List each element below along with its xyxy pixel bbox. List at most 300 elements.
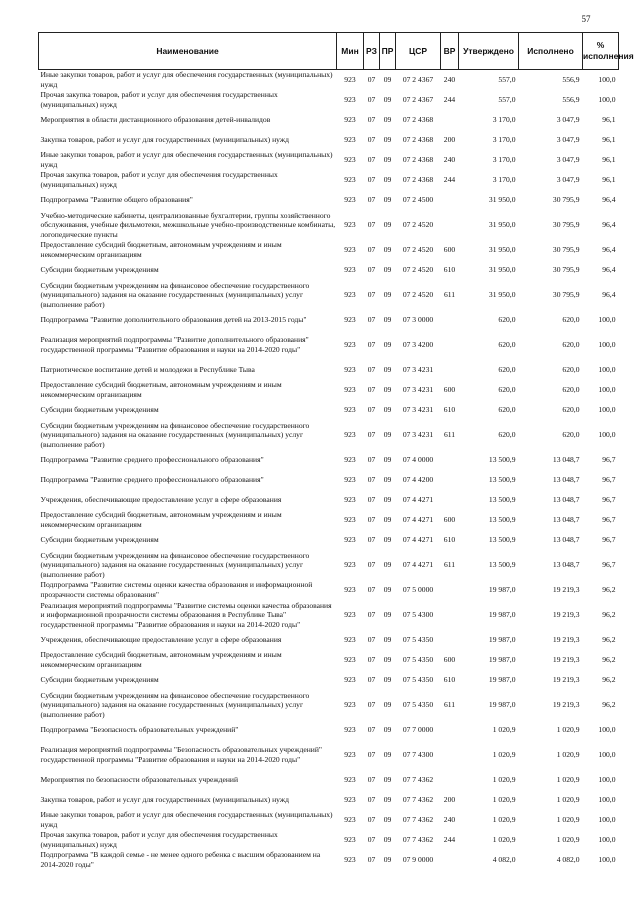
row-approved: 3 170,0	[492, 135, 516, 145]
row-csr: 07 2 4367	[402, 75, 434, 85]
row-rz: 07	[367, 220, 376, 230]
row-percent: 100,0	[598, 725, 616, 735]
table-row	[39, 470, 619, 490]
row-rz: 07	[367, 155, 376, 165]
row-percent: 100,0	[598, 315, 616, 325]
row-csr: 07 5 4350	[402, 635, 434, 645]
row-approved: 31 950,0	[488, 265, 516, 275]
row-percent: 100,0	[598, 815, 616, 825]
row-name: Прочая закупка товаров, работ и услуг для обеспечения государственных (муниципальных) нужд	[40, 830, 278, 849]
row-name: Субсидии бюджетным учреждениям на финансовое обеспечение государственного (муниципального) задания на оказание государственных (муниципальных) услуг (выполнение работ)	[40, 420, 310, 449]
row-vr	[441, 580, 459, 600]
row-name: Субсидии бюджетным учреждениям	[40, 535, 159, 545]
row-rz: 07	[367, 315, 376, 325]
row-min: 923	[344, 290, 356, 300]
row-approved: 31 950,0	[488, 195, 516, 205]
row-approved: 3 170,0	[492, 155, 516, 165]
row-name: Реализация мероприятий подпрограммы "Развитие системы оценки качества образования и информационной прозрачности системы образования в Республике Тыва" государственной программы "Развитие образования и науки на 2014-2020 годы"	[40, 600, 332, 629]
row-vr: 600	[443, 385, 456, 395]
row-name: Учреждения, обеспечивающие предоставление услуг в сфере образования	[40, 495, 282, 505]
row-approved: 31 950,0	[488, 290, 516, 300]
row-vr	[441, 720, 459, 740]
row-min: 923	[344, 655, 356, 665]
row-executed: 19 219,3	[552, 635, 580, 645]
row-pr: 09	[383, 775, 392, 785]
table-row	[39, 720, 619, 740]
row-csr: 07 4 0000	[402, 455, 434, 465]
row-csr: 07 4 4271	[402, 560, 434, 570]
row-percent: 96,2	[602, 610, 616, 620]
table-row	[39, 420, 619, 450]
row-csr: 07 3 4231	[402, 385, 434, 395]
row-percent: 96,1	[602, 155, 616, 165]
row-min: 923	[344, 835, 356, 845]
table-row	[39, 490, 619, 510]
row-rz: 07	[367, 290, 376, 300]
row-csr: 07 2 4368	[402, 135, 434, 145]
row-name: Мероприятия в области дистанционного образования детей-инвалидов	[40, 115, 271, 125]
row-approved: 620,0	[498, 405, 516, 415]
row-approved: 13 500,9	[488, 495, 516, 505]
table-row	[39, 190, 619, 210]
row-name: Прочая закупка товаров, работ и услуг для обеспечения государственных (муниципальных) нужд	[40, 90, 278, 109]
table-row	[39, 110, 619, 130]
row-percent: 100,0	[598, 405, 616, 415]
row-vr	[441, 330, 459, 360]
row-csr: 07 2 4520	[402, 245, 434, 255]
row-min: 923	[344, 220, 356, 230]
row-rz: 07	[367, 430, 376, 440]
row-vr: 600	[443, 245, 456, 255]
row-name: Подпрограмма "Развитие общего образования"	[40, 195, 193, 205]
row-percent: 96,2	[602, 585, 616, 595]
row-executed: 620,0	[562, 315, 580, 325]
row-vr: 610	[443, 675, 456, 685]
row-rz: 07	[367, 195, 376, 205]
row-csr: 07 7 0000	[402, 725, 434, 735]
row-executed: 13 048,7	[552, 475, 580, 485]
row-approved: 19 987,0	[488, 655, 516, 665]
row-name: Субсидии бюджетным учреждениям на финансовое обеспечение государственного (муниципального) задания на оказание государственных (муниципальных) услуг (выполнение работ)	[40, 280, 310, 309]
row-vr: 611	[443, 290, 456, 300]
row-executed: 13 048,7	[552, 495, 580, 505]
col-header-pr: ПР	[380, 33, 396, 70]
row-executed: 19 219,3	[552, 675, 580, 685]
row-pr: 09	[383, 195, 392, 205]
row-executed: 556,9	[562, 75, 580, 85]
row-approved: 1 020,9	[492, 795, 516, 805]
row-csr: 07 4 4200	[402, 475, 434, 485]
row-min: 923	[344, 700, 356, 710]
row-name: Подпрограмма "Развитие среднего профессионального образования"	[40, 455, 264, 465]
table-row	[39, 630, 619, 650]
row-executed: 13 048,7	[552, 455, 580, 465]
table-row	[39, 170, 619, 190]
table-row	[39, 330, 619, 360]
table-body	[39, 70, 619, 871]
row-pr: 09	[383, 290, 392, 300]
row-name: Предоставление субсидий бюджетным, автономным учреждениям и иным некоммерческим организациям	[40, 650, 282, 669]
row-vr	[441, 190, 459, 210]
row-percent: 100,0	[598, 365, 616, 375]
row-executed: 620,0	[562, 430, 580, 440]
table-row	[39, 450, 619, 470]
row-csr: 07 3 4231	[402, 430, 434, 440]
row-executed: 620,0	[562, 340, 580, 350]
row-rz: 07	[367, 795, 376, 805]
row-vr	[441, 850, 459, 870]
row-executed: 620,0	[562, 405, 580, 415]
row-min: 923	[344, 535, 356, 545]
row-vr	[441, 210, 459, 240]
row-approved: 557,0	[498, 95, 516, 105]
row-pr: 09	[383, 155, 392, 165]
row-name: Субсидии бюджетным учреждениям на финансовое обеспечение государственного (муниципального) задания на оказание государственных (муниципальных) услуг (выполнение работ)	[40, 550, 310, 579]
row-percent: 96,1	[602, 175, 616, 185]
row-executed: 1 020,9	[556, 775, 580, 785]
row-approved: 31 950,0	[488, 220, 516, 230]
table-row	[39, 280, 619, 310]
row-rz: 07	[367, 635, 376, 645]
row-csr: 07 3 4231	[402, 365, 434, 375]
row-rz: 07	[367, 535, 376, 545]
row-approved: 1 020,9	[492, 775, 516, 785]
row-min: 923	[344, 155, 356, 165]
row-vr: 244	[443, 835, 456, 845]
row-csr: 07 5 4350	[402, 655, 434, 665]
row-name: Предоставление субсидий бюджетным, автономным учреждениям и иным некоммерческим организациям	[40, 510, 282, 529]
row-executed: 1 020,9	[556, 815, 580, 825]
row-name: Закупка товаров, работ и услуг для государственных (муниципальных) нужд	[40, 795, 289, 805]
row-rz: 07	[367, 775, 376, 785]
row-executed: 4 082,0	[556, 855, 580, 865]
row-name: Реализация мероприятий подпрограммы "Безопасность образовательных учреждений" государственной программы "Развитие образования и науки на 2014-2020 годы"	[40, 745, 323, 764]
row-approved: 19 987,0	[488, 585, 516, 595]
row-vr: 200	[443, 795, 456, 805]
col-header-approved: Утверждено	[459, 33, 519, 70]
row-vr	[441, 490, 459, 510]
row-executed: 3 047,9	[556, 175, 580, 185]
row-approved: 13 500,9	[488, 475, 516, 485]
row-vr	[441, 450, 459, 470]
table-row	[39, 650, 619, 670]
row-name: Реализация мероприятий подпрограммы "Развитие дополнительного образования" государственной программы "Развитие образования и науки на 2014-2020 годы"	[40, 335, 309, 354]
table-header-row	[39, 33, 619, 70]
row-csr: 07 7 4362	[402, 795, 434, 805]
row-csr: 07 2 4520	[402, 265, 434, 275]
row-name: Подпрограмма "В каждой семье - не менее одного ребенка с высшим образованием на 2014-2020 годы"	[40, 850, 321, 869]
row-executed: 3 047,9	[556, 115, 580, 125]
row-vr	[441, 770, 459, 790]
row-min: 923	[344, 455, 356, 465]
row-executed: 620,0	[562, 365, 580, 375]
table-row	[39, 90, 619, 110]
row-vr: 611	[443, 700, 456, 710]
row-name: Иные закупки товаров, работ и услуг для обеспечения государственных (муниципальных) нужд	[40, 70, 333, 89]
table-row	[39, 600, 619, 630]
row-csr: 07 2 4367	[402, 95, 434, 105]
row-name: Предоставление субсидий бюджетным, автономным учреждениям и иным некоммерческим организациям	[40, 240, 282, 259]
row-percent: 100,0	[598, 795, 616, 805]
table-row	[39, 690, 619, 720]
row-pr: 09	[383, 495, 392, 505]
row-percent: 96,1	[602, 135, 616, 145]
row-min: 923	[344, 75, 356, 85]
row-approved: 19 987,0	[488, 610, 516, 620]
row-min: 923	[344, 135, 356, 145]
row-min: 923	[344, 405, 356, 415]
row-csr: 07 2 4368	[402, 155, 434, 165]
row-rz: 07	[367, 675, 376, 685]
row-min: 923	[344, 560, 356, 570]
row-csr: 07 9 0000	[402, 855, 434, 865]
row-vr: 240	[443, 815, 456, 825]
row-approved: 31 950,0	[488, 245, 516, 255]
row-percent: 100,0	[598, 835, 616, 845]
row-name: Подпрограмма "Развитие среднего профессионального образования"	[40, 475, 264, 485]
row-pr: 09	[383, 455, 392, 465]
row-executed: 13 048,7	[552, 560, 580, 570]
row-min: 923	[344, 750, 356, 760]
row-pr: 09	[383, 675, 392, 685]
col-header-percent: % исполнения	[583, 33, 619, 70]
row-pr: 09	[383, 515, 392, 525]
row-csr: 07 7 4362	[402, 815, 434, 825]
row-approved: 620,0	[498, 365, 516, 375]
row-pr: 09	[383, 245, 392, 255]
row-min: 923	[344, 245, 356, 255]
table-row	[39, 810, 619, 830]
row-approved: 19 987,0	[488, 675, 516, 685]
row-min: 923	[344, 475, 356, 485]
row-rz: 07	[367, 750, 376, 760]
row-vr: 611	[443, 430, 456, 440]
row-vr: 240	[443, 75, 456, 85]
row-min: 923	[344, 265, 356, 275]
table-row	[39, 150, 619, 170]
row-name: Подпрограмма "Безопасность образовательных учреждений"	[40, 725, 239, 735]
row-name: Субсидии бюджетным учреждениям	[40, 675, 159, 685]
col-header-min: Мин	[337, 33, 364, 70]
row-min: 923	[344, 340, 356, 350]
table-row	[39, 130, 619, 150]
row-rz: 07	[367, 455, 376, 465]
table-row	[39, 550, 619, 580]
row-rz: 07	[367, 610, 376, 620]
row-rz: 07	[367, 815, 376, 825]
col-header-executed: Исполнено	[519, 33, 583, 70]
table-row	[39, 670, 619, 690]
row-pr: 09	[383, 855, 392, 865]
table-row	[39, 210, 619, 240]
table-row	[39, 70, 619, 91]
row-csr: 07 5 4350	[402, 675, 434, 685]
row-min: 923	[344, 635, 356, 645]
table-row	[39, 360, 619, 380]
table-row	[39, 380, 619, 400]
row-name: Предоставление субсидий бюджетным, автономным учреждениям и иным некоммерческим организациям	[40, 380, 282, 399]
row-name: Закупка товаров, работ и услуг для государственных (муниципальных) нужд	[40, 135, 289, 145]
row-min: 923	[344, 515, 356, 525]
row-name: Учебно-методические кабинеты, централизованные бухгалтерии, группы хозяйственного обслуживания, учебные фильмотеки, межшкольные учебно-производственные комбинаты, логопедические пункты	[40, 210, 336, 239]
row-percent: 100,0	[598, 750, 616, 760]
row-vr: 611	[443, 560, 456, 570]
row-vr	[441, 470, 459, 490]
row-percent: 96,7	[602, 515, 616, 525]
row-name: Субсидии бюджетным учреждениям	[40, 405, 159, 415]
row-vr: 200	[443, 135, 456, 145]
row-pr: 09	[383, 220, 392, 230]
row-name: Субсидии бюджетным учреждениям	[40, 265, 159, 275]
row-rz: 07	[367, 560, 376, 570]
row-pr: 09	[383, 75, 392, 85]
row-percent: 100,0	[598, 430, 616, 440]
row-approved: 1 020,9	[492, 815, 516, 825]
row-percent: 96,7	[602, 560, 616, 570]
row-approved: 13 500,9	[488, 560, 516, 570]
row-min: 923	[344, 855, 356, 865]
row-csr: 07 3 0000	[402, 315, 434, 325]
row-min: 923	[344, 315, 356, 325]
row-executed: 19 219,3	[552, 610, 580, 620]
row-vr: 610	[443, 405, 456, 415]
row-pr: 09	[383, 795, 392, 805]
row-min: 923	[344, 610, 356, 620]
row-vr: 610	[443, 265, 456, 275]
row-rz: 07	[367, 700, 376, 710]
row-min: 923	[344, 195, 356, 205]
row-executed: 19 219,3	[552, 655, 580, 665]
row-percent: 96,7	[602, 455, 616, 465]
row-csr: 07 3 4200	[402, 340, 434, 350]
row-percent: 100,0	[598, 340, 616, 350]
row-approved: 19 987,0	[488, 700, 516, 710]
table-row	[39, 510, 619, 530]
row-pr: 09	[383, 835, 392, 845]
row-executed: 620,0	[562, 385, 580, 395]
row-pr: 09	[383, 475, 392, 485]
row-name: Прочая закупка товаров, работ и услуг для обеспечения государственных (муниципальных) нужд	[40, 170, 278, 189]
row-percent: 96,4	[602, 220, 616, 230]
row-approved: 3 170,0	[492, 115, 516, 125]
row-rz: 07	[367, 95, 376, 105]
row-csr: 07 7 4300	[402, 750, 434, 760]
row-pr: 09	[383, 175, 392, 185]
col-header-name: Наименование	[39, 33, 337, 70]
row-csr: 07 7 4362	[402, 835, 434, 845]
row-percent: 96,4	[602, 265, 616, 275]
row-min: 923	[344, 585, 356, 595]
row-approved: 620,0	[498, 340, 516, 350]
row-csr: 07 2 4368	[402, 175, 434, 185]
row-approved: 19 987,0	[488, 635, 516, 645]
table-row	[39, 580, 619, 600]
row-approved: 620,0	[498, 385, 516, 395]
row-name: Патриотическое воспитание детей и молодежи в Республике Тыва	[40, 365, 255, 375]
row-approved: 13 500,9	[488, 535, 516, 545]
col-header-rz: РЗ	[364, 33, 380, 70]
table-row	[39, 850, 619, 870]
row-pr: 09	[383, 655, 392, 665]
row-percent: 96,7	[602, 535, 616, 545]
row-rz: 07	[367, 385, 376, 395]
row-pr: 09	[383, 585, 392, 595]
row-vr	[441, 630, 459, 650]
row-name: Подпрограмма "Развитие системы оценки качества образования и информационной прозрачности системы образования"	[40, 580, 313, 599]
row-executed: 3 047,9	[556, 155, 580, 165]
row-vr: 610	[443, 535, 456, 545]
row-rz: 07	[367, 495, 376, 505]
row-name: Иные закупки товаров, работ и услуг для обеспечения государственных (муниципальных) нужд	[40, 150, 333, 169]
row-percent: 96,4	[602, 245, 616, 255]
row-approved: 13 500,9	[488, 455, 516, 465]
row-approved: 1 020,9	[492, 835, 516, 845]
row-pr: 09	[383, 635, 392, 645]
row-percent: 96,4	[602, 290, 616, 300]
row-approved: 557,0	[498, 75, 516, 85]
table-row	[39, 830, 619, 850]
row-min: 923	[344, 675, 356, 685]
row-executed: 30 795,9	[552, 195, 580, 205]
row-pr: 09	[383, 815, 392, 825]
row-pr: 09	[383, 365, 392, 375]
row-rz: 07	[367, 515, 376, 525]
table-row	[39, 400, 619, 420]
row-pr: 09	[383, 535, 392, 545]
row-vr: 244	[443, 175, 456, 185]
row-approved: 1 020,9	[492, 725, 516, 735]
row-executed: 13 048,7	[552, 515, 580, 525]
row-csr: 07 4 4271	[402, 515, 434, 525]
row-csr: 07 2 4500	[402, 195, 434, 205]
row-vr	[441, 600, 459, 630]
row-vr	[441, 740, 459, 770]
table-row	[39, 740, 619, 770]
page-number: 57	[581, 14, 591, 24]
row-rz: 07	[367, 585, 376, 595]
row-approved: 13 500,9	[488, 515, 516, 525]
row-min: 923	[344, 775, 356, 785]
row-rz: 07	[367, 855, 376, 865]
row-min: 923	[344, 115, 356, 125]
row-executed: 1 020,9	[556, 795, 580, 805]
row-pr: 09	[383, 315, 392, 325]
row-name: Учреждения, обеспечивающие предоставление услуг в сфере образования	[40, 635, 282, 645]
row-executed: 1 020,9	[556, 750, 580, 760]
row-pr: 09	[383, 430, 392, 440]
row-executed: 13 048,7	[552, 535, 580, 545]
row-rz: 07	[367, 115, 376, 125]
table-row	[39, 790, 619, 810]
row-percent: 96,7	[602, 495, 616, 505]
table-row	[39, 310, 619, 330]
table-row	[39, 770, 619, 790]
row-executed: 1 020,9	[556, 725, 580, 735]
budget-table	[38, 32, 634, 870]
row-rz: 07	[367, 725, 376, 735]
row-percent: 100,0	[598, 385, 616, 395]
row-percent: 96,4	[602, 195, 616, 205]
row-vr	[441, 360, 459, 380]
row-executed: 30 795,9	[552, 245, 580, 255]
row-percent: 100,0	[598, 95, 616, 105]
row-csr: 07 3 4231	[402, 405, 434, 415]
row-min: 923	[344, 795, 356, 805]
row-min: 923	[344, 175, 356, 185]
row-name: Иные закупки товаров, работ и услуг для обеспечения государственных (муниципальных) нужд	[40, 810, 333, 829]
row-csr: 07 4 4271	[402, 495, 434, 505]
row-executed: 3 047,9	[556, 135, 580, 145]
